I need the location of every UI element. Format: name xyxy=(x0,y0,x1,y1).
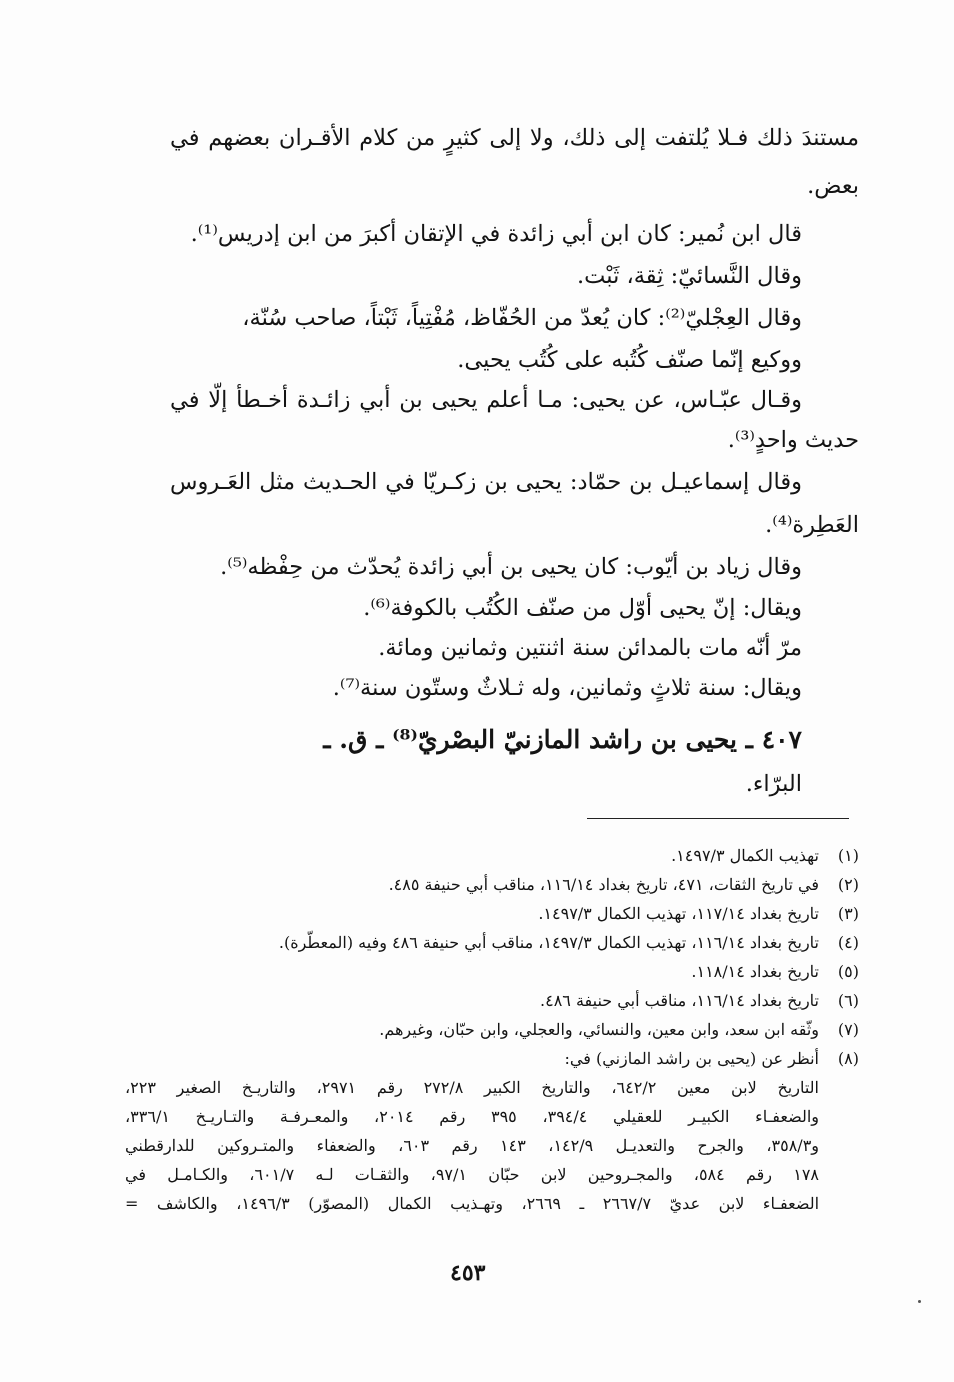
footnote xyxy=(691,958,859,986)
body-line: وقال العِجْليّ⁽²⁾: كان يُعدّ من الحُفّاظ، مُفْتِياً، ثَبْتاً، صاحب سُنّة، xyxy=(242,305,802,331)
body-line: ووكيع إنّما صنّف كُتُبه على كُتُب يحيى. xyxy=(457,347,802,373)
body-line: مرّ أنّه مات بالمدائن سنة اثنتين وثمانين ومائة. xyxy=(378,635,802,661)
footnote-continuation: الضعفـاء لابن عديّ ٢٦٦٧/٧ ـ ٢٦٦٩، وتهـذيب الكمال (المصوّر) ١٤٩٦/٣، والكاشف = xyxy=(125,1194,820,1213)
body-line: ويقال: سنة ثلاثٍ وثمانين، وله ثـلاثٌ وستّون سنة⁽⁷⁾. xyxy=(332,675,802,701)
body-line: العَطِرة⁽⁴⁾. xyxy=(765,512,859,538)
footnote-continuation: ١٧٨ رقم ٥٨٤، والمجـروحين لابن حبّان ٩٧/١، والثقـات لـه ٦٠١/٧، والكـامـل في xyxy=(125,1165,820,1184)
footnote xyxy=(565,1045,859,1073)
footnote-number: (٢) xyxy=(837,875,859,894)
body-line: وقـال عبّـاس، عن يحيى: مـا أعلم يحيى بن أبي زائـدة أخـطأ إلّا في xyxy=(170,387,802,413)
footnote-number: (٤) xyxy=(837,933,859,952)
body-line: ويقال: إنّ يحيى أوّل من صنّف الكُتُب بالكوفة⁽⁶⁾. xyxy=(363,595,802,621)
body-line: مستندَ ذلك فـلا يُلتفت إلى ذلك، ولا إلى كثيرٍ من كلام الأقـران بعضهم في xyxy=(170,125,859,151)
footnote-number: (٨) xyxy=(837,1049,859,1068)
footnote-text: تاريخ بغداد ١١٦/١٤، تهذيب الكمال ١٤٩٧/٣، مناقب أبي حنيفة ٤٨٦ وفيه (المعطّرة). xyxy=(278,933,819,952)
footnote-continuation: التاريخ لابن معين ٦٤٢/٢، والتاريخ الكبير ٢٧٢/٨ رقم ٢٩٧١، والتاريـخ الصغير ٢٢٣، xyxy=(125,1078,820,1097)
footnote xyxy=(389,871,859,899)
footnote-text: تاريخ بغداد ١١٧/١٤، تهذيب الكمال ١٤٩٧/٣. xyxy=(538,904,819,923)
footnote xyxy=(671,842,859,870)
footnote xyxy=(538,900,859,928)
footnote xyxy=(379,1016,859,1044)
footnote-text: تاريخ بغداد ١١٨/١٤. xyxy=(691,962,819,981)
footnote-separator xyxy=(587,818,849,819)
footnote-continuation: والضعفـاء الكبيـر للعقيلي ٣٩٤/٤، ٣٩٥ رقم ٢٠١٤، والمعـرفـة والتـاريـخ ٣٣٦/١، xyxy=(125,1107,820,1126)
body-line: بعض. xyxy=(807,173,859,199)
body-line: قال ابن نُمير: كان ابن أبي زائدة في الإتقان أكبرَ من ابن إدريس⁽¹⁾. xyxy=(190,221,802,247)
entry-title: ٤٠٧ ـ يحيى بن راشد المازنيّ البصْريّ⁽⁸⁾ ـ ق. ـ xyxy=(323,725,802,754)
body-line: وقال إسماعيـل بن حمّاد: يحيى بن زكـريّا في الحـديث مثل العَـروس xyxy=(170,469,802,495)
footnote-number: (٥) xyxy=(837,962,859,981)
footnote-text: تاريخ بغداد ١١٦/١٤، مناقب أبي حنيفة ٤٨٦. xyxy=(540,991,819,1010)
body-line: وقال زياد بن أيّوب: كان يحيى بن أبي زائدة يُحدّث من حِفْظه⁽⁵⁾. xyxy=(220,554,802,580)
footnote xyxy=(279,929,859,957)
footnote-text: تهذيب الكمال ١٤٩٧/٣. xyxy=(671,846,819,865)
footnote-text: في تاريخ الثقات، ٤٧١، تاريخ بغداد ١١٦/١٤، مناقب أبي حنيفة ٤٨٥. xyxy=(388,875,819,894)
footnote-number: (٧) xyxy=(837,1020,859,1039)
body-line: وقال النَّسائيّ: ثِقة، ثَبْت. xyxy=(577,263,802,289)
footnote-number: (٣) xyxy=(837,904,859,923)
footnote-continuation: و٣٥٨/٣، والجرح والتعديـل ١٤٢/٩، ١٤٣ رقم ٦٠٣، والضعفاء والمتـروكين للدارقطني xyxy=(125,1136,820,1155)
footnote-text: وثّقه ابن سعد، وابن معين، والنسائي، والعجلي، وابن حبّان، وغيرهم. xyxy=(379,1020,819,1039)
footnote-number: (٦) xyxy=(837,991,859,1010)
body-line: حديث واحدٍ⁽³⁾. xyxy=(727,427,859,453)
footnote xyxy=(540,987,859,1015)
page-number: ٤٥٣ xyxy=(450,1260,486,1286)
footnote-text: أنظر عن (يحيى بن راشد المازني) في: xyxy=(564,1049,819,1068)
scan-speck xyxy=(918,1300,921,1303)
entry-subtitle: البرّاء. xyxy=(745,771,802,797)
footnote-number: (١) xyxy=(837,846,859,865)
